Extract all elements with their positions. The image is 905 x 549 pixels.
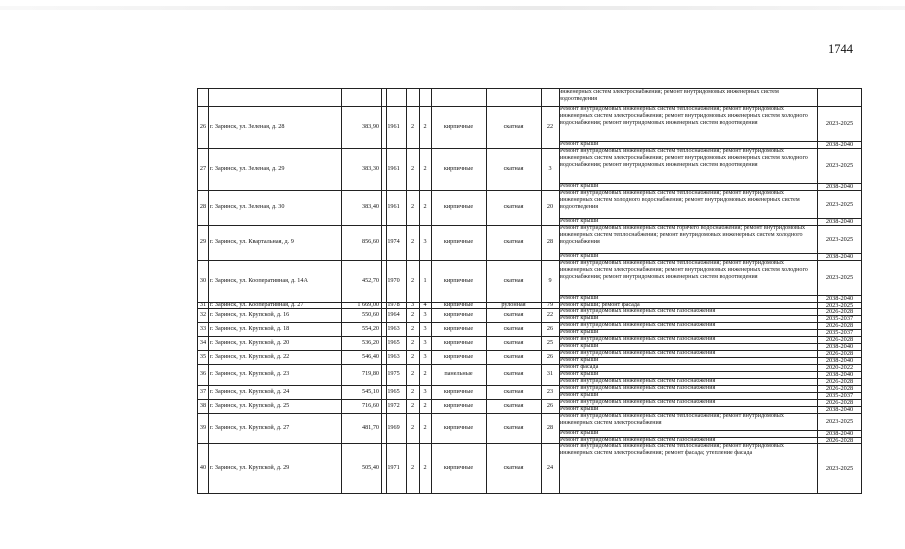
address-cell: г. Заринск, ул. Зеленая, д. 28 bbox=[210, 122, 285, 130]
repair-period: 2038-2040 bbox=[825, 430, 854, 437]
row-number: 40 bbox=[199, 464, 207, 472]
address-cell: г. Заринск, ул. Зеленая, д. 30 bbox=[210, 203, 285, 211]
address-cell: г. Заринск, ул. Крупской, д. 25 bbox=[210, 401, 290, 409]
repair-period: 2026-2028 bbox=[825, 350, 854, 357]
column-border bbox=[381, 89, 382, 493]
repair-period: 2023-2025 bbox=[825, 162, 854, 169]
floors-cell: 2 bbox=[410, 464, 415, 472]
area-cell: 546,40 bbox=[361, 352, 379, 360]
repair-period: 2023-2025 bbox=[825, 120, 854, 127]
row-number: 30 bbox=[199, 276, 207, 284]
repair-period: 2026-2028 bbox=[825, 436, 854, 444]
entrances-cell: 3 bbox=[423, 338, 427, 346]
repair-period: 2023-2025 bbox=[825, 301, 854, 309]
repair-period: 2023-2025 bbox=[825, 274, 854, 281]
repair-period: 2026-2028 bbox=[825, 385, 854, 392]
walls-cell: кирпичные bbox=[443, 300, 474, 308]
area-cell: 505,40 bbox=[361, 464, 379, 472]
area-cell: 545,10 bbox=[361, 387, 379, 395]
walls-cell: кирпичные bbox=[443, 423, 474, 431]
floors-cell: 2 bbox=[410, 423, 415, 431]
entrances-cell: 2 bbox=[423, 203, 427, 211]
repair-period: 2020-2022 bbox=[825, 364, 854, 371]
column-border bbox=[541, 89, 542, 493]
floors-cell: 2 bbox=[410, 324, 415, 332]
entrances-cell: 2 bbox=[423, 164, 427, 172]
repair-period: 2038-2040 bbox=[825, 295, 854, 302]
address-cell: г. Заринск, ул. Крупской, д. 24 bbox=[210, 387, 290, 395]
area-cell: 550,60 bbox=[361, 310, 379, 318]
repair-period: 2023-2025 bbox=[825, 418, 854, 425]
entrances-cell: 2 bbox=[423, 464, 427, 472]
work-description: Ремонт внутридомовых инженерных систем газоснабжения bbox=[560, 350, 716, 356]
year-cell: 1972 bbox=[387, 401, 400, 409]
floors-cell: 2 bbox=[410, 310, 415, 318]
work-description: Ремонт крыши bbox=[560, 295, 599, 301]
year-cell: 1965 bbox=[387, 338, 400, 346]
roof-cell: скатная bbox=[503, 464, 524, 472]
row-number: 38 bbox=[199, 401, 207, 409]
repair-period: 2035-2037 bbox=[825, 392, 854, 399]
walls-cell: кирпичные bbox=[443, 122, 474, 130]
apartments-cell: 26 bbox=[546, 401, 554, 409]
floors-cell: 2 bbox=[410, 203, 415, 211]
apartments-cell: 24 bbox=[546, 464, 554, 472]
year-cell: 1963 bbox=[387, 324, 400, 332]
year-cell: 1974 bbox=[387, 238, 400, 246]
column-border bbox=[419, 89, 420, 493]
year-cell: 1961 bbox=[387, 122, 400, 130]
walls-cell: кирпичные bbox=[443, 324, 474, 332]
floors-cell: 2 bbox=[410, 401, 415, 409]
apartments-cell: 28 bbox=[546, 238, 554, 246]
work-description: Ремонт внутридомовых инженерных систем газоснабжения bbox=[560, 322, 716, 328]
repair-period: 2026-2028 bbox=[825, 336, 854, 343]
column-border bbox=[341, 89, 342, 493]
walls-cell: кирпичные bbox=[443, 164, 474, 172]
repair-period: 2038-2040 bbox=[825, 141, 854, 148]
repair-period: 2038-2040 bbox=[825, 406, 854, 413]
work-description: Ремонт внутридомовых инженерных систем газоснабжения bbox=[560, 437, 716, 443]
work-description: Ремонт крыши bbox=[560, 430, 599, 436]
work-description: Ремонт внутридомовых инженерных систем газоснабжения bbox=[560, 336, 716, 342]
work-description: Ремонт фасада bbox=[560, 364, 599, 370]
work-description: Ремонт крыши bbox=[560, 406, 599, 412]
floors-cell: 2 bbox=[410, 352, 415, 360]
year-cell: 1969 bbox=[387, 423, 400, 431]
work-description: Ремонт внутридомовых инженерных систем теплоснабжения; ремонт внутридомовых инженерных систем электроснабжения; ремонт внутридомовых инженерных систем холодного водоснабжения; ремонт внутридомовых инженерных систем водоотведения bbox=[560, 260, 808, 280]
repair-schedule-table bbox=[197, 88, 862, 494]
walls-cell: кирпичные bbox=[443, 352, 474, 360]
row-number: 28 bbox=[199, 203, 207, 211]
address-cell: г. Заринск, ул. Крупской, д. 18 bbox=[210, 324, 290, 332]
roof-cell: скатная bbox=[503, 276, 524, 284]
floors-cell: 2 bbox=[410, 238, 415, 246]
year-cell: 1961 bbox=[387, 203, 400, 211]
work-description: Ремонт крыши bbox=[560, 357, 599, 363]
entrances-cell: 2 bbox=[423, 370, 427, 378]
work-description: Ремонт крыши bbox=[560, 141, 599, 147]
repair-period: 2038-2040 bbox=[825, 183, 854, 190]
apartments-cell: 3 bbox=[548, 164, 552, 172]
roof-cell: скатная bbox=[503, 338, 524, 346]
roof-cell: скатная bbox=[503, 310, 524, 318]
work-description: Ремонт крыши; ремонт фасада bbox=[560, 302, 640, 308]
roof-cell: скатная bbox=[503, 203, 524, 211]
apartments-cell: 9 bbox=[548, 276, 552, 284]
area-cell: 383,30 bbox=[361, 164, 379, 172]
work-description: Ремонт внутридомовых инженерных систем теплоснабжения; ремонт внутридомовых инженерных систем электроснабжения; ремонт внутридомовых инженерных систем холодного водоснабжения; ремонт внутридомовых инженерных систем водоотведения bbox=[560, 148, 808, 168]
address-cell: г. Заринск, ул. Крупской, д. 23 bbox=[210, 370, 290, 378]
row-number: 27 bbox=[199, 164, 207, 172]
walls-cell: кирпичные bbox=[443, 401, 474, 409]
year-cell: 1978 bbox=[387, 300, 400, 308]
address-cell: г. Заринск, ул. Крупской, д. 29 bbox=[210, 464, 290, 472]
work-description: Ремонт крыши bbox=[560, 343, 599, 349]
floors-cell: 2 bbox=[410, 122, 415, 130]
walls-cell: кирпичные bbox=[443, 203, 474, 211]
repair-period: 2038-2040 bbox=[825, 253, 854, 260]
row-number: 34 bbox=[199, 338, 207, 346]
entrances-cell: 2 bbox=[423, 423, 427, 431]
column-border bbox=[486, 89, 487, 493]
address-cell: г. Заринск, ул. Крупской, д. 27 bbox=[210, 423, 290, 431]
year-cell: 1971 bbox=[387, 464, 400, 472]
address-cell: г. Заринск, ул. Квартальная, д. 9 bbox=[210, 238, 294, 246]
apartments-cell: 31 bbox=[546, 370, 554, 378]
work-description: Ремонт внутридомовых инженерных систем горячего водоснабжения; ремонт внутридомовых инженерных систем теплоснабжения; ремонт внутридомовых инженерных систем холодного водоснабжения bbox=[560, 225, 806, 245]
area-cell: 536,20 bbox=[361, 338, 379, 346]
work-description: Ремонт внутридомовых инженерных систем теплоснабжения; ремонт внутридомовых инженерных систем электроснабжения bbox=[560, 413, 784, 426]
repair-period: 2038-2040 bbox=[825, 343, 854, 350]
entrances-cell: 3 bbox=[423, 324, 427, 332]
area-cell: 719,80 bbox=[361, 370, 379, 378]
entrances-cell: 3 bbox=[423, 352, 427, 360]
year-cell: 1975 bbox=[387, 370, 400, 378]
roof-cell: скатная bbox=[503, 423, 524, 431]
apartments-cell: 22 bbox=[546, 122, 554, 130]
work-description: Ремонт внутридомовых инженерных систем газоснабжения bbox=[560, 378, 716, 384]
address-cell: г. Заринск, ул. Кооперативная, д. 27 bbox=[210, 300, 304, 308]
year-cell: 1970 bbox=[387, 276, 400, 284]
area-cell: 481,70 bbox=[361, 423, 379, 431]
row-number: 33 bbox=[199, 324, 207, 332]
work-description: Ремонт крыши bbox=[560, 329, 599, 335]
row-number: 29 bbox=[199, 238, 207, 246]
year-cell: 1965 bbox=[387, 387, 400, 395]
area-cell: 716,60 bbox=[361, 401, 379, 409]
row-number: 35 bbox=[199, 352, 207, 360]
apartments-cell: 25 bbox=[546, 338, 554, 346]
address-cell: г. Заринск, ул. Крупской, д. 20 bbox=[210, 338, 290, 346]
repair-period: 2023-2025 bbox=[825, 465, 854, 472]
work-description: Ремонт крыши bbox=[560, 392, 599, 398]
entrances-cell: 4 bbox=[423, 300, 427, 308]
row-number: 26 bbox=[199, 122, 207, 130]
floors-cell: 2 bbox=[410, 164, 415, 172]
row-number: 36 bbox=[199, 370, 207, 378]
area-cell: 452,70 bbox=[361, 276, 379, 284]
column-border bbox=[208, 89, 209, 493]
apartments-cell: 28 bbox=[546, 423, 554, 431]
repair-period: 2026-2028 bbox=[825, 378, 854, 385]
walls-cell: кирпичные bbox=[443, 276, 474, 284]
work-description: Ремонт внутридомовых инженерных систем газоснабжения bbox=[560, 385, 716, 391]
area-cell: 554,20 bbox=[361, 324, 379, 332]
year-cell: 1961 bbox=[387, 164, 400, 172]
repair-period: 2026-2028 bbox=[825, 322, 854, 329]
floors-cell: 3 bbox=[410, 300, 415, 308]
repair-period: 2023-2025 bbox=[825, 200, 854, 208]
apartments-cell: 79 bbox=[546, 300, 554, 308]
repair-period: 2038-2040 bbox=[825, 218, 854, 225]
column-border bbox=[431, 89, 432, 493]
roof-cell: скатная bbox=[503, 164, 524, 172]
work-description: Ремонт крыши bbox=[560, 183, 599, 189]
repair-period: 2026-2028 bbox=[825, 399, 854, 406]
floors-cell: 2 bbox=[410, 276, 415, 284]
entrances-cell: 3 bbox=[423, 387, 427, 395]
repair-period: 2035-2037 bbox=[825, 315, 854, 322]
area-cell: 383,90 bbox=[361, 122, 379, 130]
address-cell: г. Заринск, ул. Крупской, д. 22 bbox=[210, 352, 290, 360]
apartments-cell: 23 bbox=[546, 387, 554, 395]
work-description: Ремонт внутридомовых инженерных систем теплоснабжения; ремонт внутридомовых инженерных систем электроснабжения; ремонт фасада; утепление фасада bbox=[560, 443, 784, 456]
repair-period: 2023-2025 bbox=[825, 235, 854, 243]
apartments-cell: 22 bbox=[546, 310, 554, 318]
walls-cell: кирпичные bbox=[443, 464, 474, 472]
floors-cell: 2 bbox=[410, 387, 415, 395]
column-border bbox=[406, 89, 407, 493]
work-description: Ремонт крыши bbox=[560, 371, 599, 377]
work-description: Ремонт внутридомовых инженерных систем теплоснабжения; ремонт внутридомовых инженерных систем электроснабжения; ремонт внутридомовых инженерных систем холодного водоснабжения; ремонт внутридомовых инженерных систем водоотведения bbox=[560, 106, 808, 126]
row-number: 32 bbox=[199, 310, 207, 318]
scan-artifact-line bbox=[0, 6, 905, 10]
roof-cell: скатная bbox=[503, 324, 524, 332]
work-description: Ремонт крыши bbox=[560, 218, 599, 224]
row-number: 37 bbox=[199, 387, 207, 395]
continued-work-text: инженерных систем электроснабжения; ремонт внутридомовых инженерных систем водоотведения bbox=[559, 89, 779, 102]
page-number: 1744 bbox=[828, 42, 853, 56]
entrances-cell: 3 bbox=[423, 310, 427, 318]
floors-cell: 2 bbox=[410, 338, 415, 346]
roof-cell: рулонная bbox=[501, 300, 526, 308]
roof-cell: скатная bbox=[503, 122, 524, 130]
walls-cell: кирпичные bbox=[443, 310, 474, 318]
entrances-cell: 2 bbox=[423, 401, 427, 409]
walls-cell: панельные bbox=[444, 370, 473, 378]
roof-cell: скатная bbox=[503, 352, 524, 360]
work-description: Ремонт внутридомовых инженерных систем газоснабжения bbox=[560, 308, 716, 314]
repair-period: 2035-2037 bbox=[825, 329, 854, 336]
roof-cell: скатная bbox=[503, 370, 524, 378]
row-number: 39 bbox=[199, 423, 207, 431]
repair-period: 2038-2040 bbox=[825, 371, 854, 378]
address-cell: г. Заринск, ул. Кооперативная, д. 14А bbox=[210, 276, 308, 284]
roof-cell: скатная bbox=[503, 238, 524, 246]
walls-cell: кирпичные bbox=[443, 338, 474, 346]
roof-cell: скатная bbox=[503, 401, 524, 409]
apartments-cell: 26 bbox=[546, 324, 554, 332]
work-description: Ремонт крыши bbox=[560, 315, 599, 321]
area-cell: 383,40 bbox=[361, 203, 379, 211]
year-cell: 1963 bbox=[387, 352, 400, 360]
repair-period: 2038-2040 bbox=[825, 357, 854, 364]
entrances-cell: 3 bbox=[423, 238, 427, 246]
repair-period: 2026-2028 bbox=[825, 308, 854, 315]
work-description: Ремонт крыши bbox=[560, 253, 599, 259]
entrances-cell: 1 bbox=[423, 276, 427, 284]
address-cell: г. Заринск, ул. Зеленая, д. 29 bbox=[210, 164, 285, 172]
year-cell: 1964 bbox=[387, 310, 400, 318]
address-cell: г. Заринск, ул. Крупской, д. 16 bbox=[210, 310, 290, 318]
walls-cell: кирпичные bbox=[443, 238, 474, 246]
floors-cell: 2 bbox=[410, 370, 415, 378]
entrances-cell: 2 bbox=[423, 122, 427, 130]
apartments-cell: 26 bbox=[546, 352, 554, 360]
work-description: Ремонт внутридомовых инженерных систем теплоснабжения; ремонт внутридомовых инженерных систем холодного водоснабжения; ремонт внутридомовых инженерных систем водоотведения bbox=[560, 190, 800, 210]
area-cell: 856,60 bbox=[361, 238, 379, 246]
roof-cell: скатная bbox=[503, 387, 524, 395]
area-cell: 1 669,00 bbox=[357, 300, 379, 308]
row-number: 31 bbox=[199, 300, 207, 308]
walls-cell: кирпичные bbox=[443, 387, 474, 395]
work-description: Ремонт внутридомовых инженерных систем газоснабжения bbox=[560, 399, 716, 405]
apartments-cell: 20 bbox=[546, 203, 554, 211]
